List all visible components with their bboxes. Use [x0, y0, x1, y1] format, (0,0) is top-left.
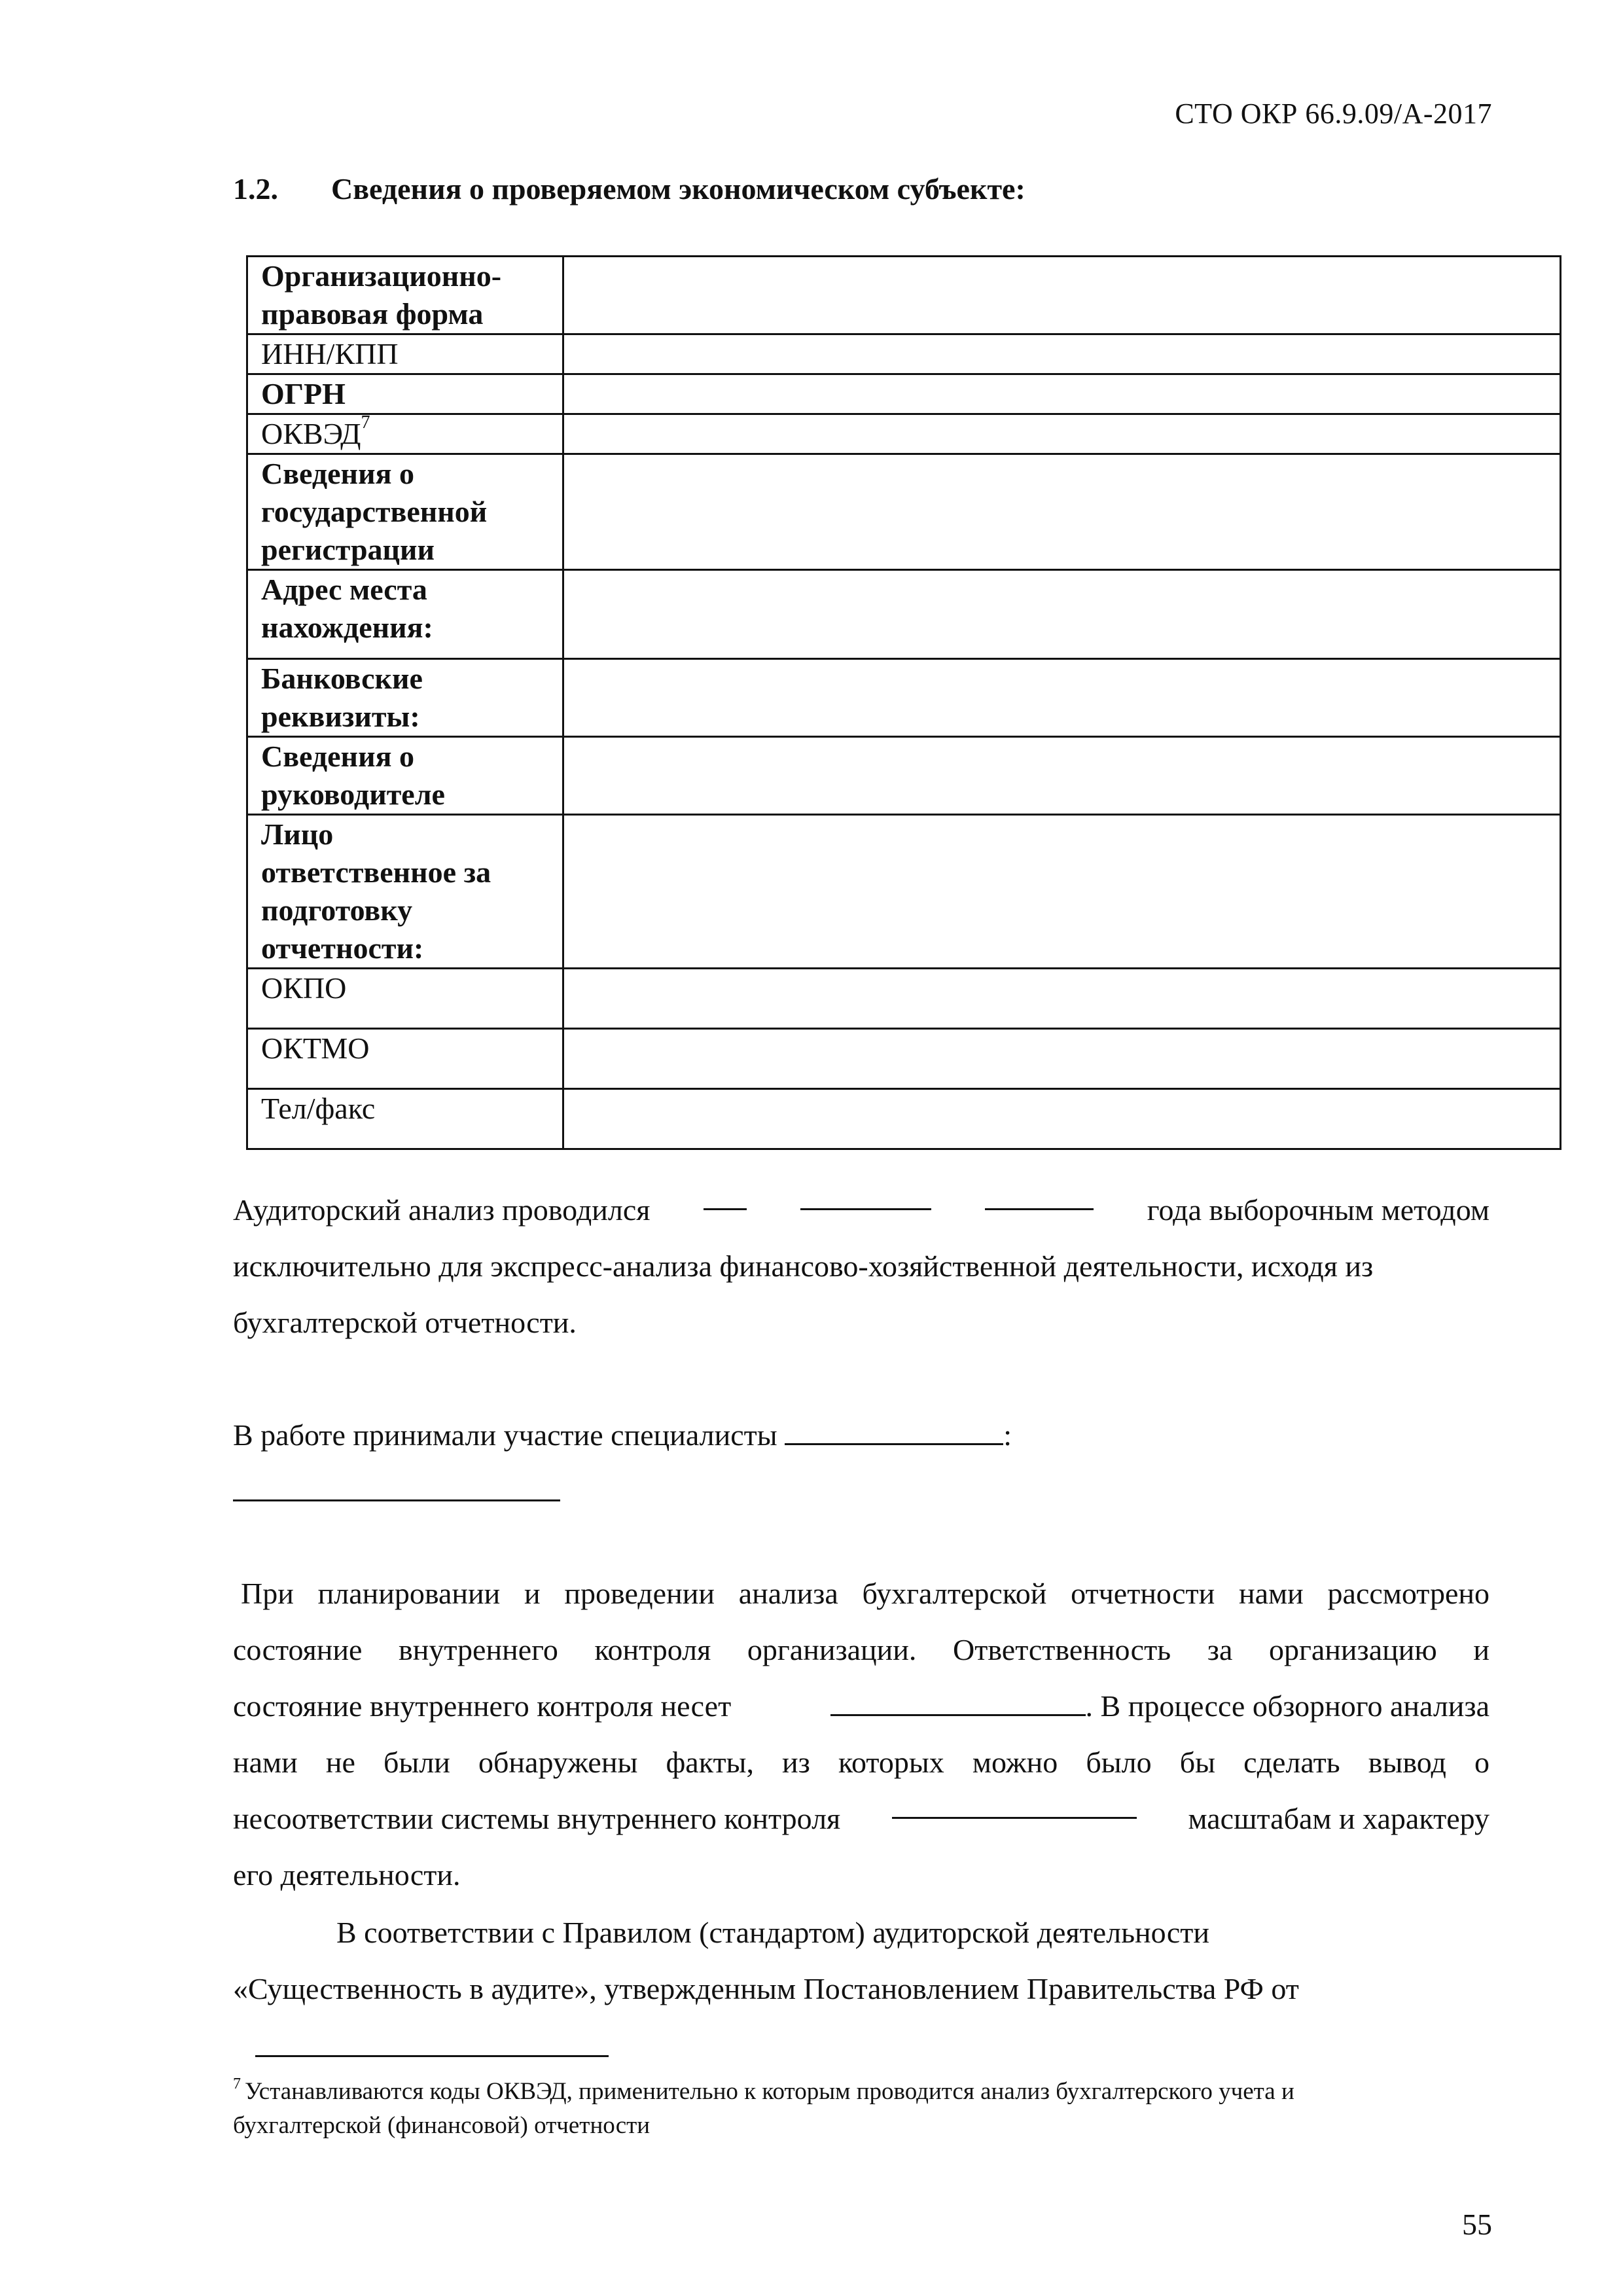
table-row [247, 374, 1561, 414]
footnote-reference: 7 [361, 412, 370, 433]
control-line-3-end: . В процессе обзорного анализа [1085, 1689, 1489, 1723]
specialists-colon: : [1003, 1418, 1012, 1452]
field-label [247, 257, 563, 334]
entity-info-table [246, 255, 1561, 1150]
footnote-7 [233, 2075, 1516, 2143]
table-row [247, 737, 1561, 815]
field-label [247, 570, 563, 659]
day-blank[interactable] [704, 1182, 747, 1210]
table-row [247, 414, 1561, 454]
responsible-person-blank[interactable] [830, 1688, 1086, 1716]
footnote-separator [255, 2055, 609, 2057]
field-label-text: ОКПО [261, 971, 347, 1005]
control-line-6: его деятельности. [233, 1858, 461, 1892]
field-value[interactable] [563, 334, 1561, 374]
field-value[interactable] [563, 257, 1561, 334]
field-label-text: ОКТМО [261, 1031, 370, 1065]
table-row [247, 257, 1561, 334]
materiality-standard-paragraph [233, 1905, 1489, 2017]
specialists-names-blank[interactable] [233, 1473, 560, 1501]
specialists-line [233, 1407, 1489, 1463]
audit-line-1 [233, 1182, 1489, 1238]
standard-line-1: В соответствии с Правилом (стандартом) аудиторской деятельности [336, 1916, 1209, 1949]
audit-line-1-start: Аудиторский анализ проводился [233, 1193, 651, 1227]
compliance-blank[interactable] [892, 1791, 1137, 1819]
audit-period-paragraph [233, 1182, 1489, 1351]
section-number: 1.2. [233, 172, 278, 206]
footnote-text-1: Устанавливаются коды ОКВЭД, применительно к которым проводится анализ бухгалтерского учета и [245, 2078, 1294, 2105]
control-line-5-start: несоответствии системы внутреннего контроля [233, 1802, 841, 1835]
control-line-3 [233, 1678, 1489, 1734]
field-label [247, 414, 563, 454]
table-row [247, 659, 1561, 737]
section-heading [233, 171, 1026, 206]
field-value[interactable] [563, 414, 1561, 454]
footnote-text-2: бухгалтерской (финансовой) отчетности [233, 2112, 651, 2139]
field-label-text: ОКВЭД [261, 417, 361, 450]
specialists-names-line [233, 1463, 1489, 1520]
field-label-text: Банковские реквизиты: [261, 662, 423, 733]
section-title: Сведения о проверяемом экономическом субъекте: [331, 172, 1026, 206]
table-row [247, 1029, 1561, 1089]
control-line-2: состояние внутреннего контроля организации. Ответственность за организацию и [233, 1633, 1489, 1666]
table-row [247, 334, 1561, 374]
field-value[interactable] [563, 815, 1561, 969]
field-value[interactable] [563, 374, 1561, 414]
field-label-text: ОГРН [261, 377, 346, 410]
year-blank[interactable] [985, 1182, 1094, 1210]
standard-line-2: «Существенность в аудите», утвержденным Постановлением Правительства РФ от [233, 1972, 1299, 2005]
table-row [247, 454, 1561, 570]
field-label [247, 1089, 563, 1149]
specialists-org-blank[interactable] [785, 1417, 1003, 1445]
specialists-text: В работе принимали участие специалисты [233, 1418, 777, 1452]
table-row [247, 570, 1561, 659]
control-line-1-text: При планировании и проведении анализа бухгалтерской отчетности нами рассмотрено [241, 1577, 1489, 1610]
field-label-text: Сведения о государственной регистрации [261, 457, 488, 566]
control-line-5 [233, 1791, 1489, 1847]
field-label [247, 374, 563, 414]
footnote-marker: 7 [233, 2075, 241, 2092]
field-value[interactable] [563, 454, 1561, 570]
control-line-1 [233, 1566, 1489, 1622]
control-line-4: нами не были обнаружены факты, из которых можно было бы сделать вывод о [233, 1746, 1489, 1779]
field-value[interactable] [563, 570, 1561, 659]
field-label [247, 737, 563, 815]
field-label [247, 334, 563, 374]
audit-line-2: исключительно для экспресс-анализа финансово-хозяйственной деятельности, исходя из [233, 1249, 1374, 1283]
field-value[interactable] [563, 1089, 1561, 1149]
field-label-text: Лицо ответственное за подготовку отчетности: [261, 817, 491, 965]
document-code: СТО ОКР 66.9.09/А-2017 [1175, 98, 1492, 130]
field-value[interactable] [563, 969, 1561, 1029]
field-label [247, 659, 563, 737]
table-row [247, 815, 1561, 969]
field-value[interactable] [563, 1029, 1561, 1089]
field-value[interactable] [563, 737, 1561, 815]
field-label-text: Сведения о руководителе [261, 740, 445, 811]
control-line-3-start: состояние внутреннего контроля несет [233, 1689, 732, 1723]
field-label [247, 969, 563, 1029]
table-row [247, 1089, 1561, 1149]
field-label [247, 815, 563, 969]
page-number: 55 [1462, 2208, 1492, 2241]
audit-line-1-end: года выборочным методом [1147, 1193, 1489, 1227]
specialists-paragraph [233, 1407, 1489, 1520]
internal-control-paragraph [233, 1566, 1489, 1903]
field-label-text: ИНН/КПП [261, 337, 399, 370]
footnote-line-1 [233, 2075, 1516, 2109]
month-blank[interactable] [800, 1182, 931, 1210]
field-label-text: Адрес места нахождения: [261, 573, 433, 644]
field-label [247, 454, 563, 570]
audit-line-3: бухгалтерской отчетности. [233, 1306, 577, 1339]
field-value[interactable] [563, 659, 1561, 737]
field-label [247, 1029, 563, 1089]
field-label-text: Организационно- правовая форма [261, 259, 502, 331]
table-row [247, 969, 1561, 1029]
field-label-text: Тел/факс [261, 1092, 376, 1125]
control-line-5-end: масштабам и характеру [1188, 1802, 1489, 1835]
